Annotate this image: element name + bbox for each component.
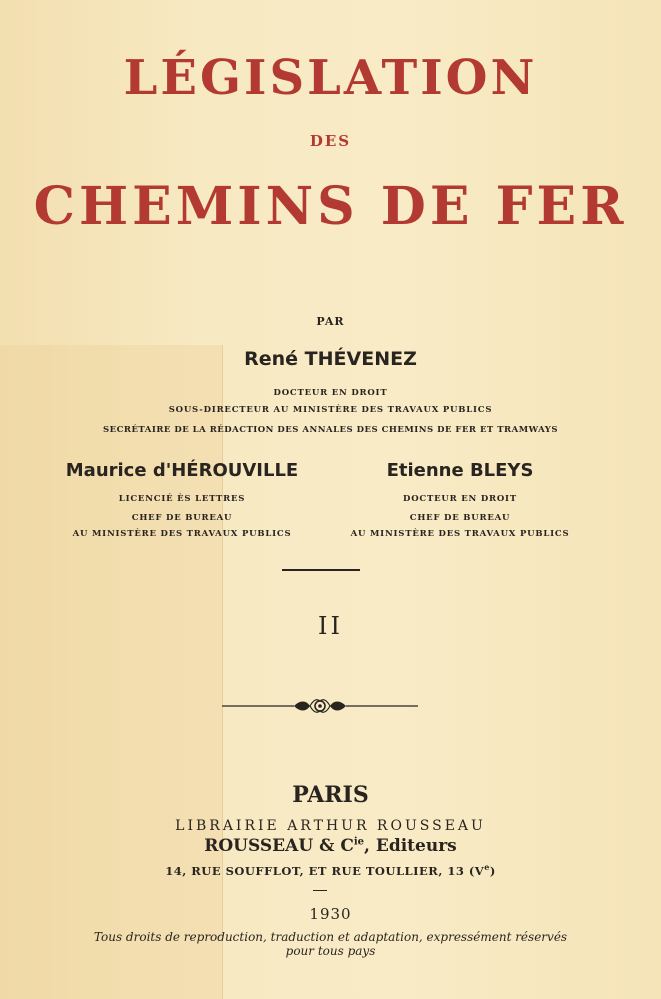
- title-des: DES: [309, 132, 352, 150]
- address-sup: e: [484, 862, 490, 872]
- publisher-address: [0, 862, 661, 878]
- rights-line-1: Tous droits de reproduction, traduction et adaptation, expressément réservés: [93, 930, 568, 944]
- editors-tail: , Editeurs: [364, 836, 457, 856]
- rights-notice: [0, 930, 661, 958]
- main-author-line: SECRÉTAIRE DE LA RÉDACTION DES ANNALES DES CHEMINS DE FER ET TRAMWAYS: [103, 425, 558, 435]
- ornament-icon: [222, 694, 418, 718]
- main-author-line: SOUS-DIRECTEUR AU MINISTÈRE DES TRAVAUX PUBLICS: [168, 405, 493, 415]
- publisher-city: PARIS: [292, 782, 369, 808]
- rights-line-2: pour tous pays: [285, 944, 376, 958]
- pasted-paper-strip: [0, 345, 223, 999]
- publisher-library: LIBRAIRIE ARTHUR ROUSSEAU: [175, 818, 486, 834]
- par-label: PAR: [316, 315, 345, 328]
- divider-rule: [282, 569, 360, 571]
- address-main: 14, RUE SOUFFLOT, ET RUE TOULLIER, 13 (V: [165, 863, 485, 878]
- title-line-2: CHEMINS DE FER: [33, 176, 628, 237]
- coauthor-right-line: AU MINISTÈRE DES TRAVAUX PUBLICS: [350, 529, 570, 539]
- coauthor-right-line: DOCTEUR EN DROIT: [403, 494, 517, 504]
- coauthor-left-line: LICENCIÉ ÈS LETTRES: [118, 494, 246, 504]
- coauthor-right-line: CHEF DE BUREAU: [409, 513, 511, 523]
- editors-main: ROUSSEAU & C: [204, 836, 354, 856]
- coauthor-name-left: Maurice d'HÉROUVILLE: [65, 460, 299, 481]
- address-tail: ): [489, 863, 496, 878]
- coauthor-left-line: AU MINISTÈRE DES TRAVAUX PUBLICS: [72, 529, 292, 539]
- short-divider: [313, 890, 327, 891]
- editors-sup: ie: [353, 836, 365, 848]
- main-author-line: DOCTEUR EN DROIT: [273, 388, 388, 398]
- publisher-editors: [0, 836, 661, 856]
- coauthor-left-line: CHEF DE BUREAU: [131, 513, 233, 523]
- main-author-name: René THÉVENEZ: [244, 348, 417, 370]
- coauthor-name-right: Etienne BLEYS: [386, 460, 534, 481]
- title-line-1: LÉGISLATION: [123, 50, 538, 106]
- publication-year: 1930: [309, 905, 352, 923]
- volume-number: II: [318, 612, 343, 640]
